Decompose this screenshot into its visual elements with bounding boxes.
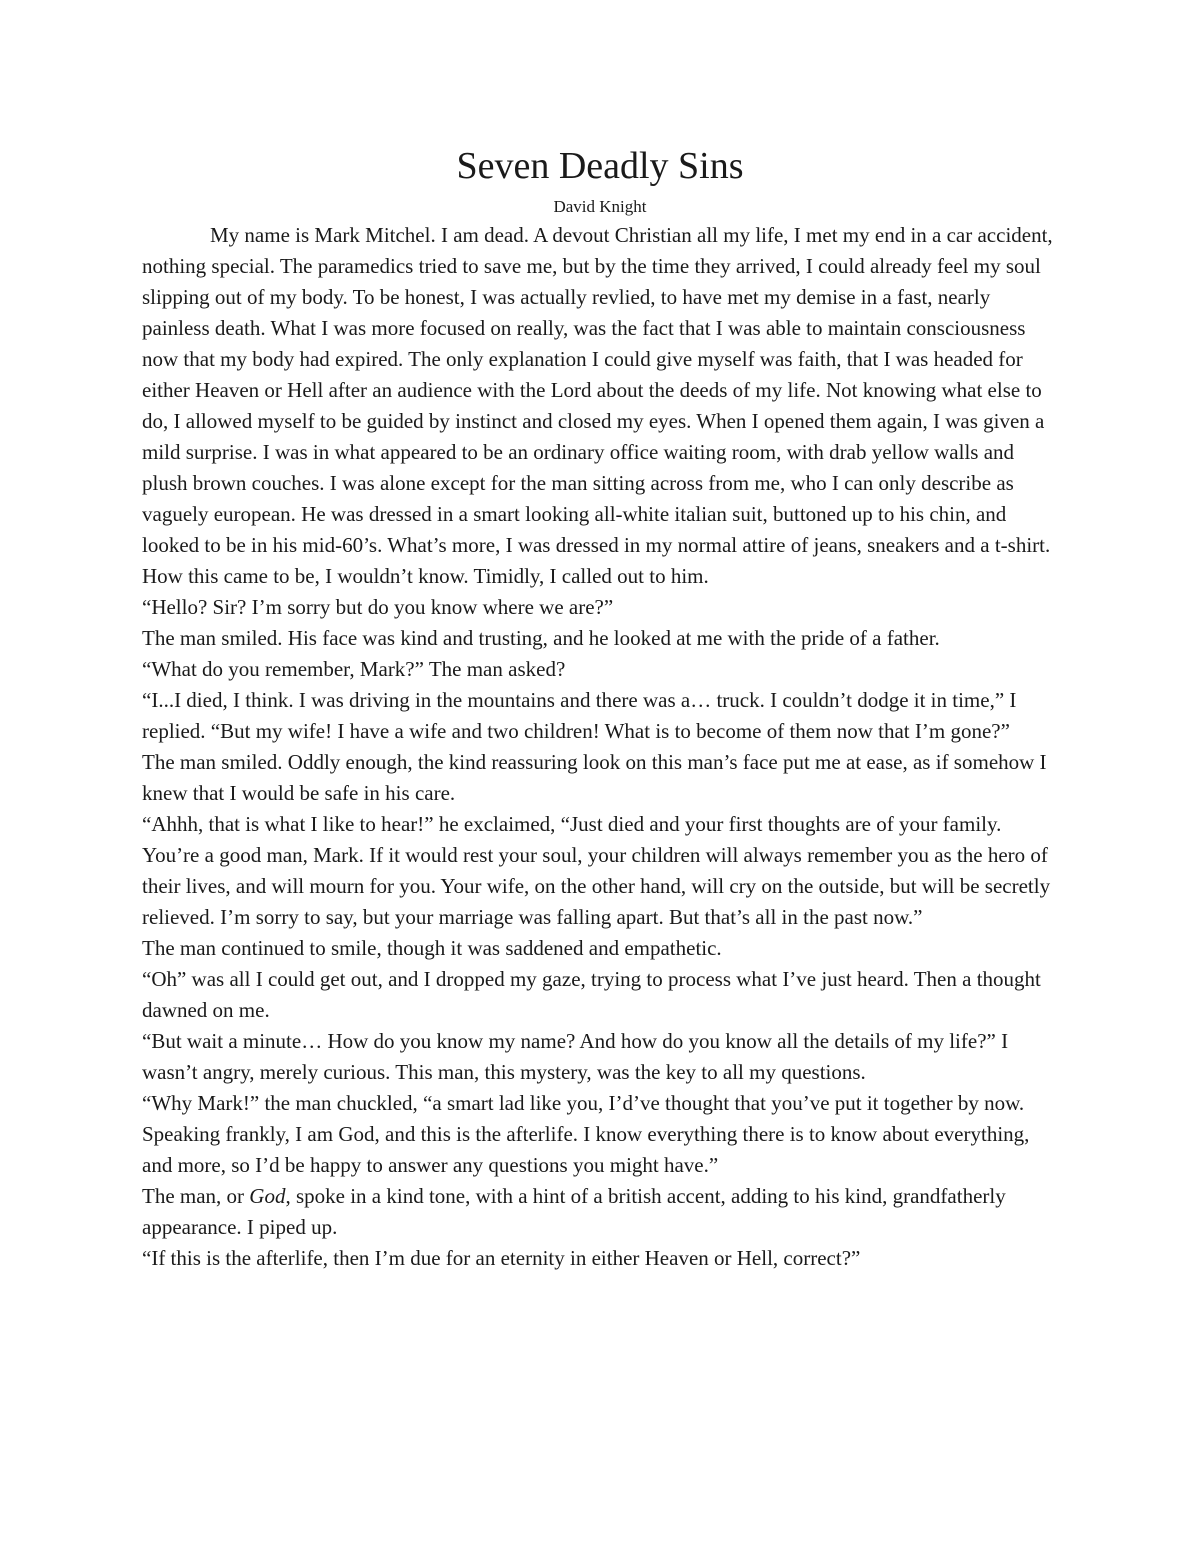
body-paragraph-7: “Ahhh, that is what I like to hear!” he exclaimed, “Just died and your first thoughts are of your family. You’re a good man, Mark. If it would rest your soul, your children will always remember you as the hero of their lives, and will mourn for you. Your wife, on the other hand, will cry on the outside, but will be secretly relieved. I’m sorry to say, but your marriage was falling apart. But that’s all in the past now.” xyxy=(142,812,1051,929)
body-paragraph-2: “Hello? Sir? I’m sorry but do you know where we are?” xyxy=(142,595,614,619)
document-title: Seven Deadly Sins xyxy=(456,145,744,187)
god-paragraph-before: The man, or xyxy=(142,1184,250,1208)
body-paragraph-8: The man continued to smile, though it was saddened and empathetic. xyxy=(142,936,722,960)
body-paragraph-5: “I...I died, I think. I was driving in the mountains and there was a… truck. I couldn’t dodge it in time,” I replied. “But my wife! I have a wife and two children! What is to become of them now that I’m gone?” xyxy=(142,688,1017,743)
body-paragraph-3: The man smiled. His face was kind and trusting, and he looked at me with the pride of a father. xyxy=(142,626,940,650)
body-paragraph-6: The man smiled. Oddly enough, the kind reassuring look on this man’s face put me at ease, as if somehow I knew that I would be safe in his care. xyxy=(142,750,1047,805)
document-author: David Knight xyxy=(553,197,647,216)
god-paragraph-after: , spoke in a kind tone, with a hint of a british accent, adding to his kind, grandfatherly appearance. I piped up. xyxy=(142,1184,1006,1239)
body-paragraph-12 xyxy=(142,1181,1058,1243)
body-paragraph-13: “If this is the afterlife, then I’m due for an eternity in either Heaven or Hell, correct?” xyxy=(142,1246,861,1270)
body-paragraph-4: “What do you remember, Mark?” The man asked? xyxy=(142,657,566,681)
document-page xyxy=(142,140,1058,1274)
body-paragraph-1: My name is Mark Mitchel. I am dead. A devout Christian all my life, I met my end in a car accident, nothing special. The paramedics tried to save me, but by the time they arrived, I could already feel my soul slipping out of my body. To be honest, I was actually revlied, to have met my demise in a fast, nearly painless death. What I was more focused on really, was the fact that I was able to maintain consciousness now that my body had expired. The only explanation I could give myself was faith, that I was headed for either Heaven or Hell after an audience with the Lord about the deeds of my life. Not knowing what else to do, I allowed myself to be guided by instinct and closed my eyes. When I opened them again, I was given a mild surprise. I was in what appeared to be an ordinary office waiting room, with drab yellow walls and plush brown couches. I was alone except for the man sitting across from me, who I can only describe as vaguely european. He was dressed in a smart looking all-white italian suit, buttoned up to his chin, and looked to be in his mid-60’s. What’s more, I was dressed in my normal attire of jeans, sneakers and a t-shirt. How this came to be, I wouldn’t know. Timidly, I called out to him. xyxy=(142,223,1053,588)
body-paragraph-11: “Why Mark!” the man chuckled, “a smart lad like you, I’d’ve thought that you’ve put it together by now. Speaking frankly, I am God, and this is the afterlife. I know everything there is to know about everything, and more, so I’d be happy to answer any questions you might have.” xyxy=(142,1091,1030,1177)
body-paragraph-9: “Oh” was all I could get out, and I dropped my gaze, trying to process what I’ve just heard. Then a thought dawned on me. xyxy=(142,967,1041,1022)
body-paragraph-10: “But wait a minute… How do you know my name? And how do you know all the details of my life?” I wasn’t angry, merely curious. This man, this mystery, was the key to all my questions. xyxy=(142,1029,1009,1084)
god-emphasis: God xyxy=(249,1184,286,1208)
